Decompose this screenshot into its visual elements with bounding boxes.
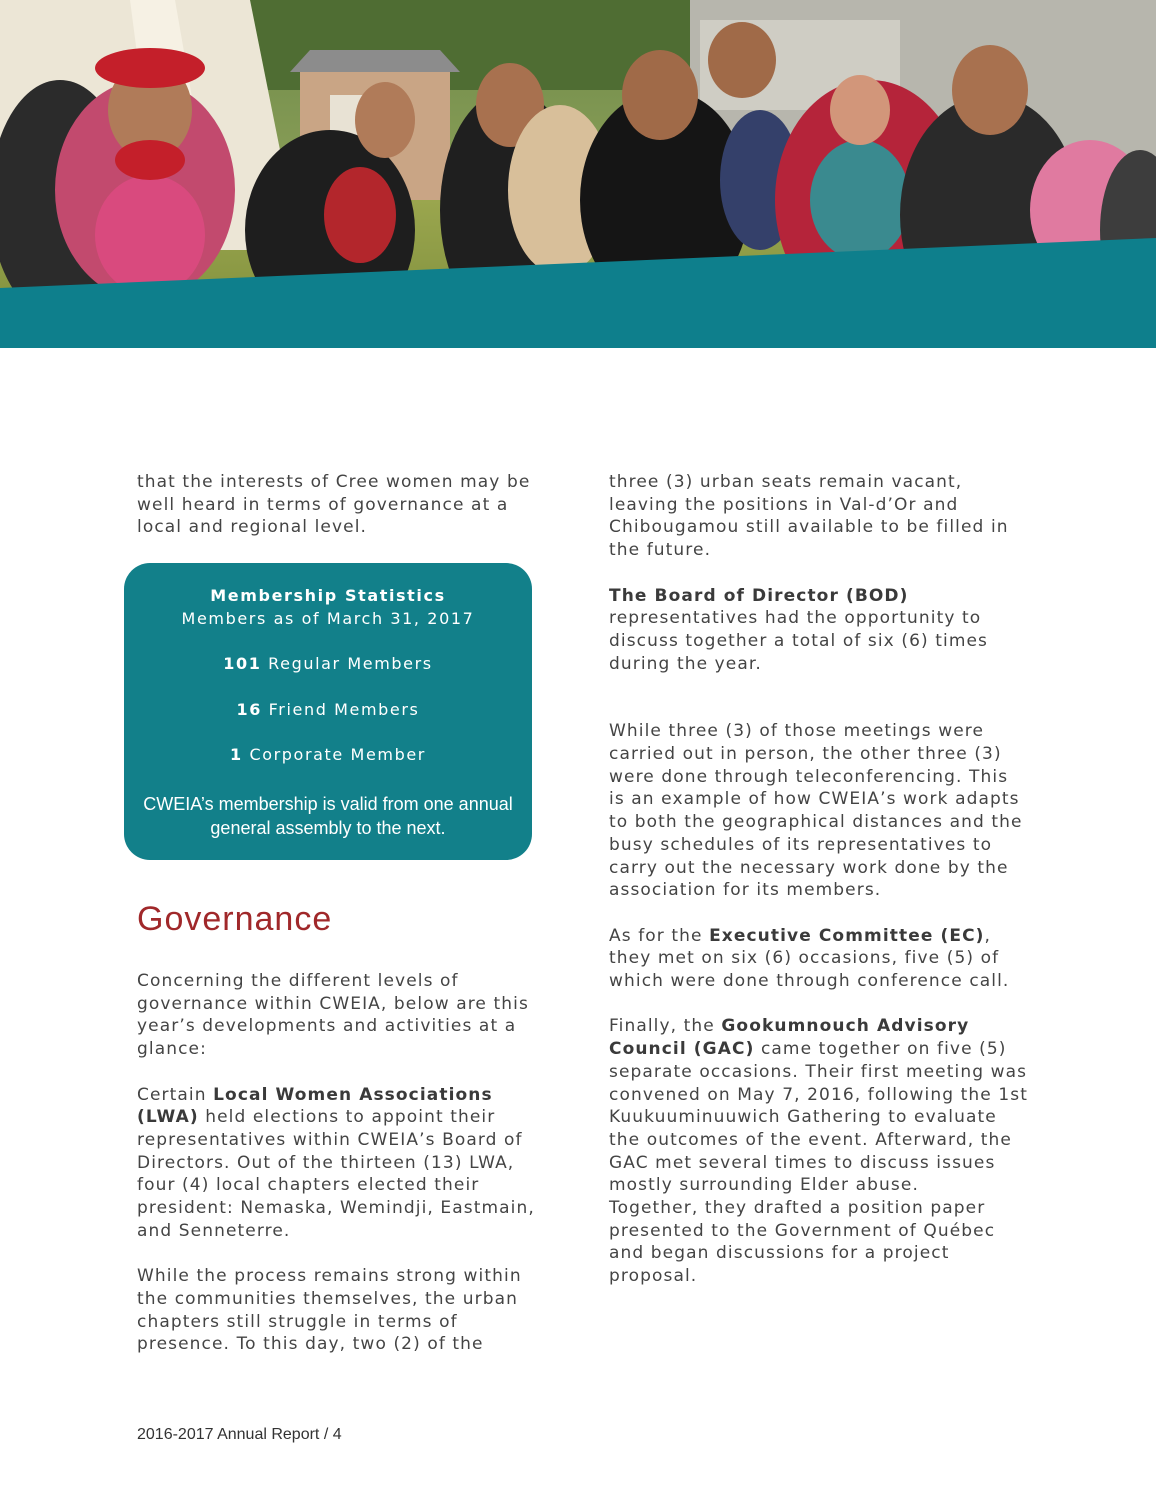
gac-text: came together on five (5) separate occasions. Their first meeting was convened on May 7, 2016, following the 1st Kuukuuminuuwich Gathering to evaluate the outcomes of the event. Afterward, the GAC met several times to discuss issues mostly surrounding Elder abuse. bbox=[609, 1039, 1028, 1196]
right-paragraph-5 bbox=[609, 1015, 1029, 1197]
right-column bbox=[609, 471, 1029, 1288]
ec-prefix: As for the bbox=[609, 925, 710, 946]
page-footer: 2016-2017 Annual Report / 4 bbox=[137, 1426, 342, 1443]
stats-title: Membership Statistics bbox=[210, 586, 446, 605]
gac-term: Gookumnouch Advisory Council (GAC) bbox=[609, 1016, 970, 1060]
membership-statistics-box bbox=[124, 563, 532, 860]
corporate-count: 1 bbox=[230, 745, 243, 764]
left-column-intro bbox=[137, 471, 542, 539]
lwa-term: Local Women Associations (LWA) bbox=[137, 1084, 493, 1128]
right-paragraph-2 bbox=[609, 585, 1029, 676]
governance-paragraph-1: Concerning the different levels of governance within CWEIA, below are this year’s developments and activities at a glance: bbox=[137, 971, 529, 1060]
governance-heading: Governance bbox=[137, 900, 333, 938]
friend-label: Friend Members bbox=[261, 700, 420, 719]
right-paragraph-3: While three (3) of those meetings were carried out in person, the other three (3) were done through teleconferencing. This is an example of how CWEIA’s work adapts to both the geographical distances and the busy schedules of its representatives to carry out the necessary work done by the association for its members. bbox=[609, 721, 1023, 901]
friend-count: 16 bbox=[236, 700, 262, 719]
governance-paragraph-2 bbox=[137, 1084, 542, 1243]
stats-regular-members bbox=[124, 654, 532, 673]
stats-subtitle: Members as of March 31, 2017 bbox=[181, 609, 475, 628]
family-group-photo-icon bbox=[0, 0, 1156, 348]
right-paragraph-4 bbox=[609, 925, 1029, 993]
hero-banner bbox=[0, 0, 1156, 348]
gac-prefix: Finally, the bbox=[609, 1016, 722, 1037]
bod-term: The Board of Director (BOD) bbox=[609, 585, 909, 606]
intro-paragraph: that the interests of Cree women may be well heard in terms of governance at a local and regional level. bbox=[137, 472, 531, 538]
right-paragraph-6: Together, they drafted a position paper presented to the Government of Québec and began discussions for a project proposal. bbox=[609, 1198, 996, 1287]
governance-body bbox=[137, 970, 542, 1356]
regular-count: 101 bbox=[223, 654, 262, 673]
right-paragraph-1: three (3) urban seats remain vacant, leaving the positions in Val-d’Or and Chibougamou still available to be filled in the future. bbox=[609, 472, 1009, 561]
stats-corporate-members bbox=[124, 745, 532, 764]
regular-label: Regular Members bbox=[261, 654, 433, 673]
lwa-prefix: Certain bbox=[137, 1084, 214, 1105]
ec-term: Executive Committee (EC) bbox=[709, 925, 985, 946]
stats-note: CWEIA’s membership is valid from one annual general assembly to the next. bbox=[143, 794, 513, 838]
bod-text: representatives had the opportunity to discuss together a total of six (6) times during the year. bbox=[609, 608, 988, 674]
ec-text: , they met on six (6) occasions, five (5) of which were done through conference call. bbox=[609, 925, 1010, 992]
corporate-label: Corporate Member bbox=[242, 745, 426, 764]
governance-paragraph-3: While the process remains strong within the communities themselves, the urban chapters still struggle in terms of presence. To this day, two (2) of the bbox=[137, 1266, 522, 1355]
lwa-text: held elections to appoint their representatives within CWEIA’s Board of Directors. Out of the thirteen (13) LWA, four (4) local chapters elected their president: Nemaska, Wemindji, Eastmain, and Senneterre. bbox=[137, 1107, 535, 1241]
stats-friend-members bbox=[124, 700, 532, 719]
